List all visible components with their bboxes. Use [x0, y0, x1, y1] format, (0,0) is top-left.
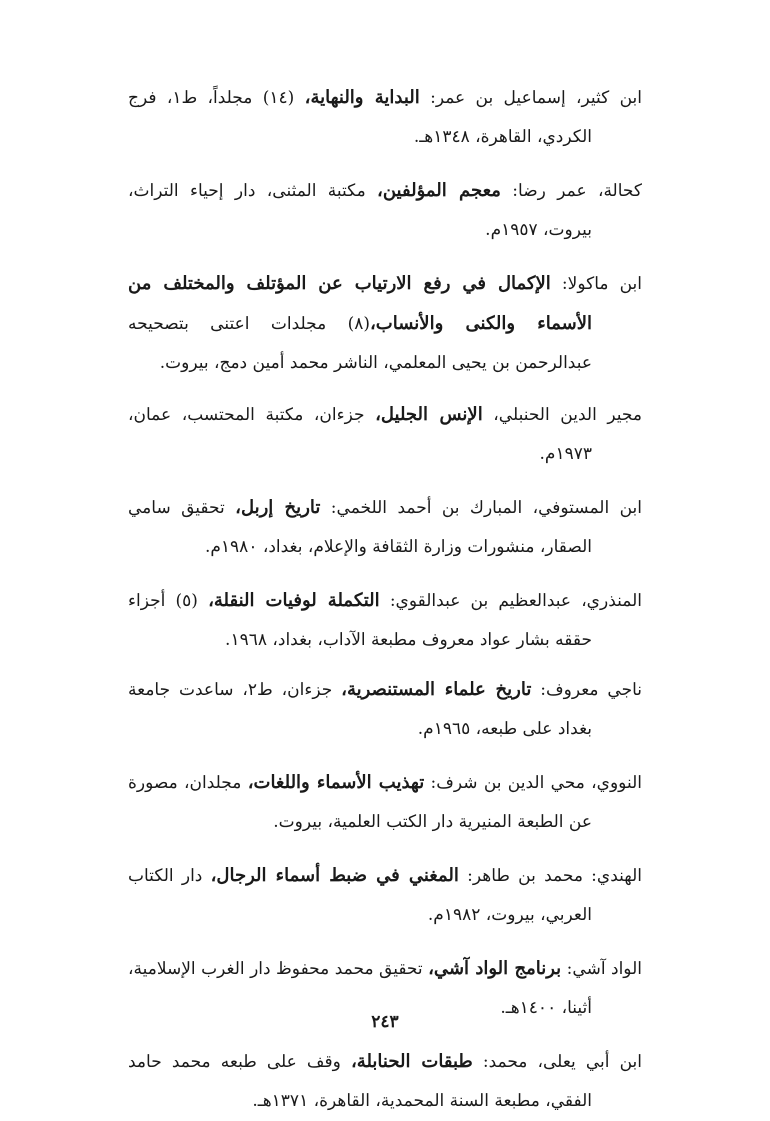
bibliography-entry [128, 395, 642, 474]
entry-details: وقف على طبعه محمد حامد الفقي، مطبعة السنة المحمدية، القاهرة، ١٣٧١هـ. [128, 1052, 592, 1111]
entry-title: البداية والنهاية، [304, 87, 420, 108]
entry-title: تاريخ علماء المستنصرية، [341, 679, 532, 700]
entry-title: التكملة لوفيات النقلة، [208, 590, 380, 611]
entry-author: النووي، محي الدين بن شرف: [424, 773, 642, 793]
bibliography-entry [128, 78, 642, 157]
entry-author: الواد آشي: [561, 959, 642, 979]
bibliography-entry [128, 1042, 642, 1121]
bibliography-entry [128, 856, 642, 935]
entry-details: مكتبة المثنى، دار إحياء التراث، بيروت، ١٩٥٧م. [128, 181, 592, 240]
entry-title: برنامج الواد آشي، [428, 958, 562, 979]
entry-details: جزءان، ط٢، ساعدت جامعة بغداد على طبعه، ١٩٦٥م. [128, 680, 592, 739]
entry-author: ابن المستوفي، المبارك بن أحمد اللخمي: [320, 498, 642, 518]
entry-details: (٨) مجلدات اعتنى بتصحيحه عبدالرحمن بن يحيى المعلمي، الناشر محمد أمين دمج، بيروت. [128, 314, 592, 373]
page-number: ٢٤٣ [371, 1012, 399, 1032]
bibliography-entry [128, 670, 642, 749]
entry-details: (١٤) مجلداً، ط١، فرج الكردي، القاهرة، ١٣٤٨هـ. [128, 88, 592, 147]
entry-author: ابن كثير، إسماعيل بن عمر: [419, 88, 643, 108]
entry-details: جزءان، مكتبة المحتسب، عمان، ١٩٧٣م. [128, 405, 592, 464]
entry-title: تاريخ إربل، [235, 497, 321, 518]
entry-author: مجير الدين الحنبلي، [482, 405, 642, 425]
entry-details: (٥) أجزاء حققه بشار عواد معروف مطبعة الآداب، بغداد، ١٩٦٨. [128, 591, 592, 650]
entry-author: الهندي: محمد بن طاهر: [458, 866, 643, 886]
entry-author: كحالة، عمر رضا: [500, 181, 642, 201]
entry-author: ابن أبي يعلى، محمد: [472, 1052, 643, 1072]
entry-title: المغني في ضبط أسماء الرجال، [210, 865, 459, 886]
entry-author: المنذري، عبدالعظيم بن عبدالقوي: [379, 591, 642, 611]
entry-title: طبقات الحنابلة، [351, 1051, 473, 1072]
bibliography-entry [128, 488, 642, 567]
bibliography-entry [128, 171, 642, 250]
bibliography-entry [128, 264, 642, 383]
entry-title: تهذيب الأسماء واللغات، [247, 772, 425, 793]
entry-details: تحقيق سامي الصقار، منشورات وزارة الثقافة والإعلام، بغداد، ١٩٨٠م. [128, 498, 592, 557]
bibliography-entry [128, 581, 642, 660]
entry-author: ناجي معروف: [531, 680, 642, 700]
entry-title: معجم المؤلفين، [377, 180, 501, 201]
entry-author: ابن ماكولا: [550, 274, 642, 294]
entry-details: تحقيق محمد محفوظ دار الغرب الإسلامية، أثينا، ١٤٠٠هـ. [128, 959, 592, 1018]
entry-details: مجلدان، مصورة عن الطبعة المنيرية دار الكتب العلمية، بيروت. [128, 773, 592, 832]
entry-title: الإكمال في رفع الارتياب عن المؤتلف والمختلف من الأسماء والكنى والأنساب، [128, 273, 592, 334]
entry-details: دار الكتاب العربي، بيروت، ١٩٨٢م. [128, 866, 592, 925]
bibliography-list [128, 78, 642, 1121]
entry-title: الإنس الجليل، [375, 404, 483, 425]
bibliography-entry [128, 763, 642, 842]
